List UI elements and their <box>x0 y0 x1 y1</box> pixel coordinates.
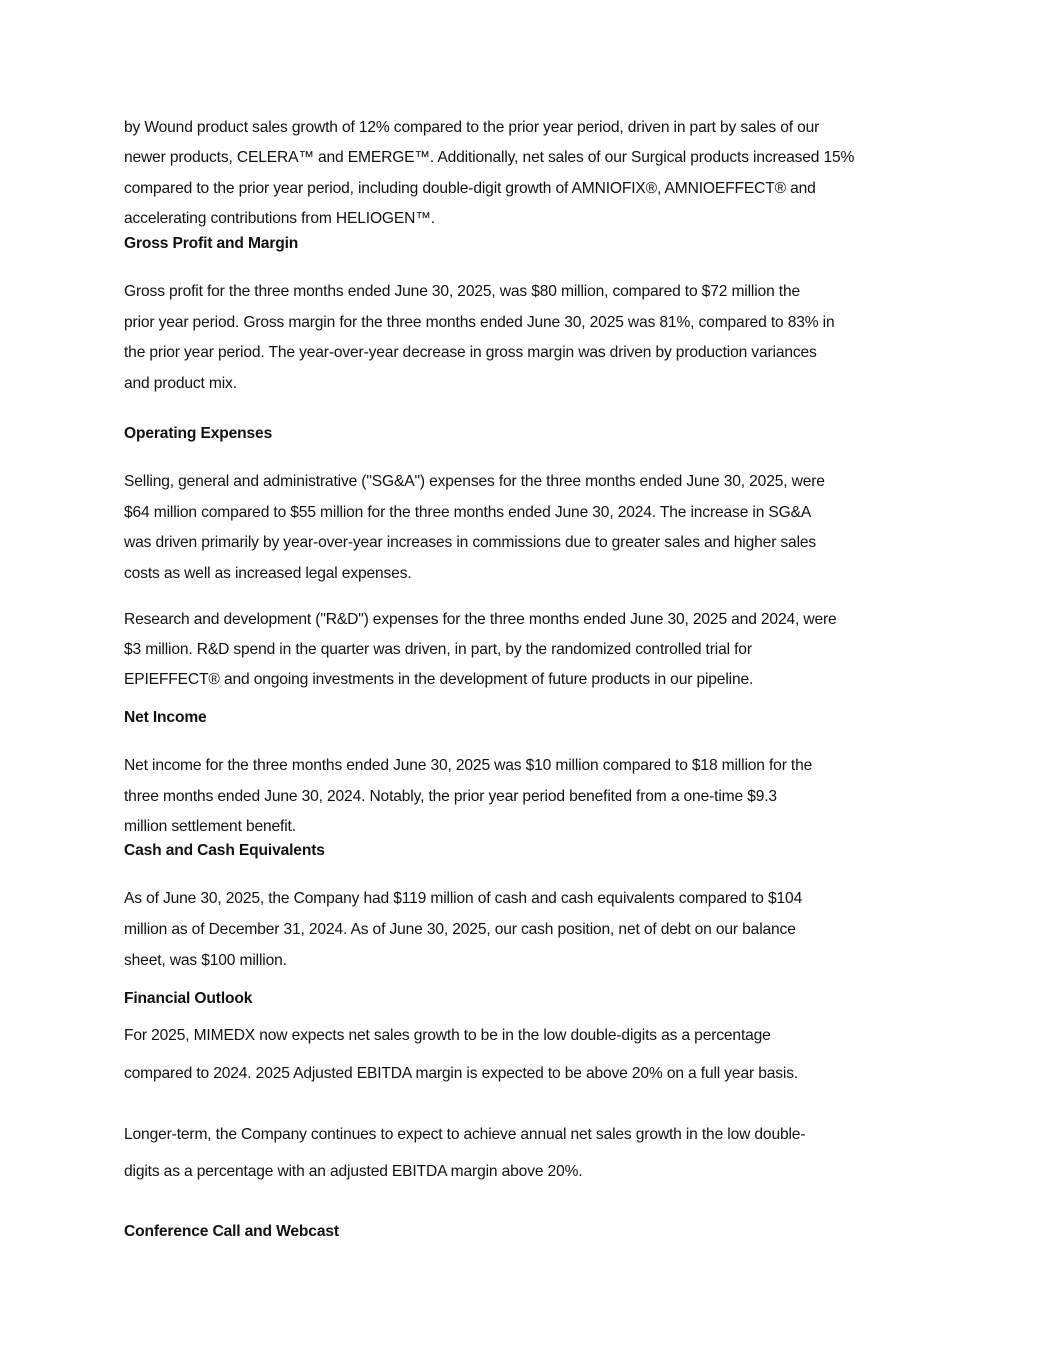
net-income-paragraph-line: three months ended June 30, 2024. Notably, the prior year period benefited from a one-time $9.3 <box>124 788 777 805</box>
wound-surgical-sales-paragraph-line: compared to the prior year period, including double-digit growth of AMNIOFIX®, AMNIOEFFECT® and <box>124 180 816 197</box>
heading-conference-call: Conference Call and Webcast <box>124 1223 339 1240</box>
cash-paragraph-line: million as of December 31, 2024. As of June 30, 2025, our cash position, net of debt on our balance <box>124 921 796 938</box>
heading-financial-outlook: Financial Outlook <box>124 990 253 1007</box>
long-term-paragraph-line: digits as a percentage with an adjusted EBITDA margin above 20%. <box>124 1163 583 1180</box>
net-income-paragraph-line: million settlement benefit. <box>124 818 296 835</box>
cash-paragraph-line: sheet, was $100 million. <box>124 952 287 969</box>
gross-profit-paragraph-line: Gross profit for the three months ended June 30, 2025, was $80 million, compared to $72 million the <box>124 283 800 300</box>
outlook-paragraph-line: For 2025, MIMEDX now expects net sales growth to be in the low double-digits as a percentage <box>124 1027 771 1044</box>
sga-paragraph-line: Selling, general and administrative ("SG&A") expenses for the three months ended June 30, 2025, were <box>124 473 825 490</box>
outlook-paragraph-line: compared to 2024. 2025 Adjusted EBITDA margin is expected to be above 20% on a full year basis. <box>124 1065 799 1082</box>
heading-cash: Cash and Cash Equivalents <box>124 842 325 859</box>
cash-paragraph-line: As of June 30, 2025, the Company had $119 million of cash and cash equivalents compared to $104 <box>124 890 803 907</box>
heading-operating-expenses: Operating Expenses <box>124 425 273 442</box>
wound-surgical-sales-paragraph-line: by Wound product sales growth of 12% compared to the prior year period, driven in part by sales of our <box>124 119 820 136</box>
rnd-paragraph-line: Research and development ("R&D") expenses for the three months ended June 30, 2025 and 2024, were <box>124 611 837 628</box>
sga-paragraph-line: was driven primarily by year-over-year increases in commissions due to greater sales and higher sales <box>124 534 817 551</box>
rnd-paragraph-line: EPIEFFECT® and ongoing investments in the development of future products in our pipeline. <box>124 671 754 688</box>
heading-gross-profit: Gross Profit and Margin <box>124 235 299 252</box>
long-term-paragraph-line: Longer-term, the Company continues to expect to achieve annual net sales growth in the low double- <box>124 1126 806 1143</box>
heading-net-income: Net Income <box>124 709 207 726</box>
gross-profit-paragraph-line: prior year period. Gross margin for the three months ended June 30, 2025 was 81%, compared to 83% in <box>124 314 835 331</box>
sga-paragraph-line: costs as well as increased legal expenses. <box>124 565 412 582</box>
gross-profit-paragraph-line: the prior year period. The year-over-year decrease in gross margin was driven by production variances <box>124 344 817 361</box>
sga-paragraph-line: $64 million compared to $55 million for the three months ended June 30, 2024. The increase in SG&A <box>124 504 812 521</box>
wound-surgical-sales-paragraph-line: accelerating contributions from HELIOGEN™. <box>124 210 435 227</box>
wound-surgical-sales-paragraph-line: newer products, CELERA™ and EMERGE™. Additionally, net sales of our Surgical products increased 15% <box>124 149 855 166</box>
gross-profit-paragraph-line: and product mix. <box>124 375 237 392</box>
net-income-paragraph-line: Net income for the three months ended June 30, 2025 was $10 million compared to $18 million for the <box>124 757 813 774</box>
rnd-paragraph-line: $3 million. R&D spend in the quarter was driven, in part, by the randomized controlled trial for <box>124 641 752 658</box>
